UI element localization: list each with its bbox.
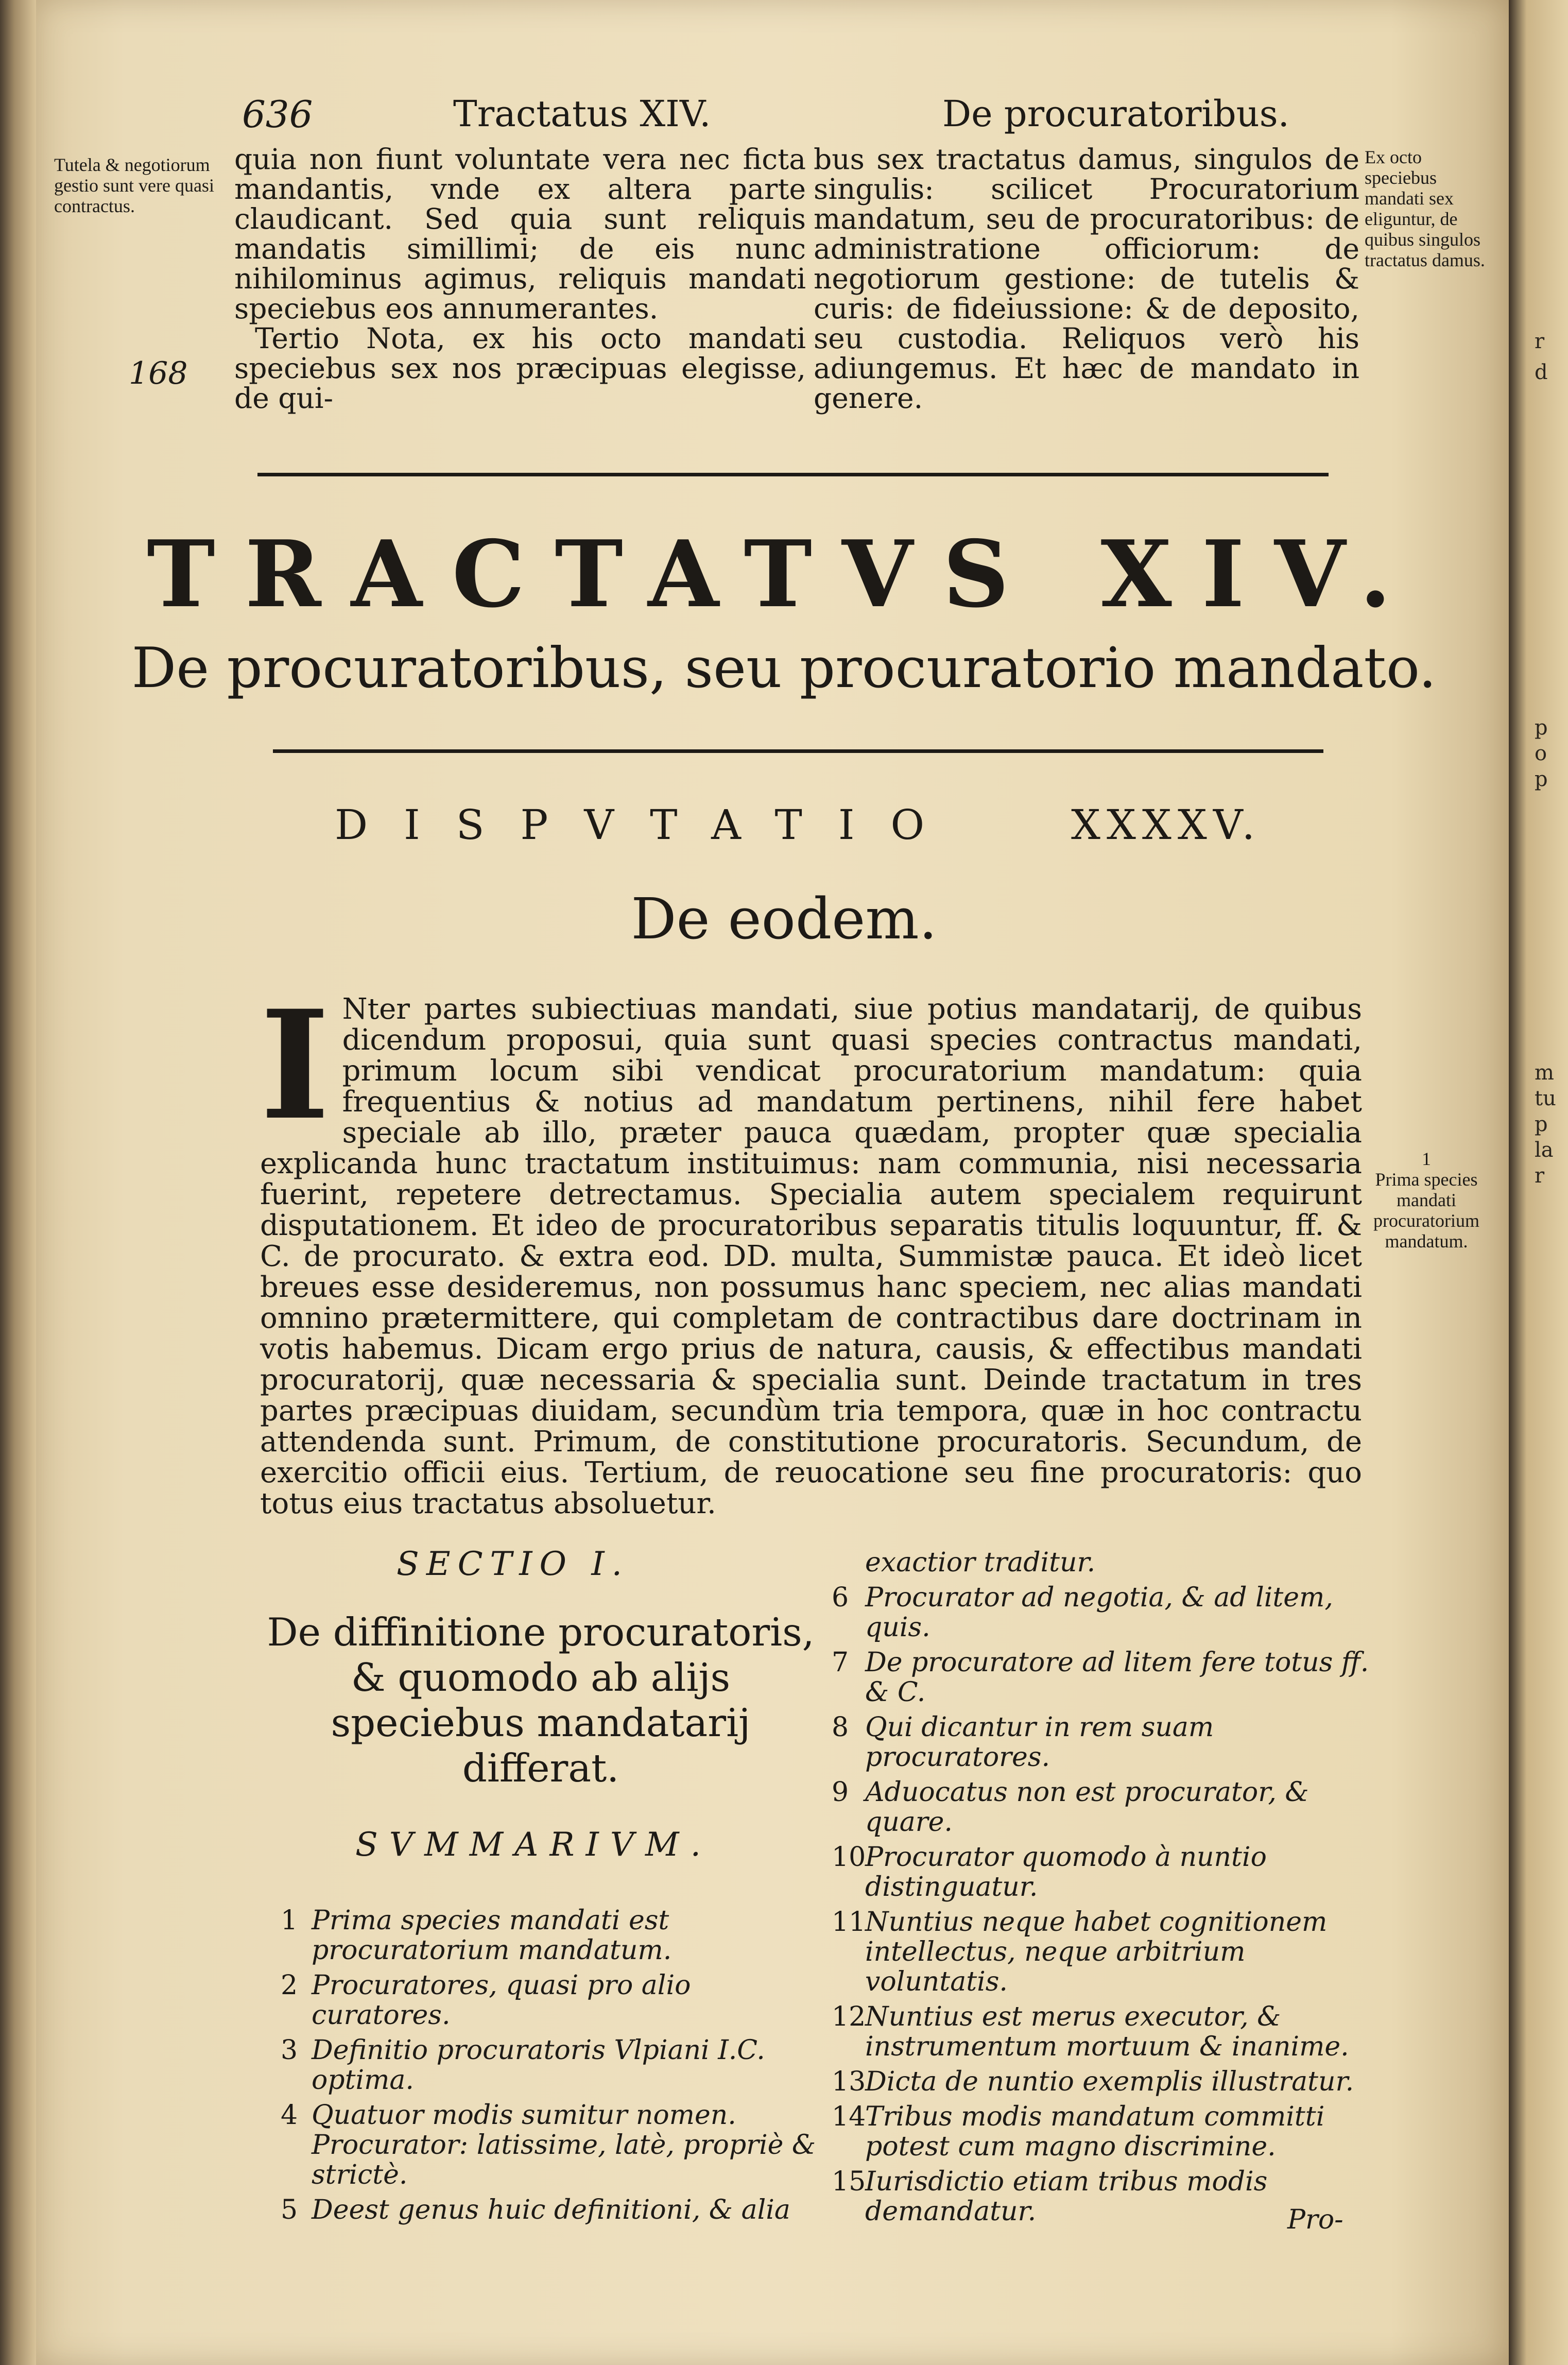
facing-page-fragment: r <box>1535 1164 1545 1188</box>
running-head-right: De procuratoribus. <box>942 93 1289 135</box>
list-item <box>832 2102 1372 2162</box>
item-text: Procurator quomodo à nuntio distinguatur. <box>865 1842 1267 1903</box>
list-item <box>281 2100 816 2190</box>
facing-page-fragment: p <box>1535 767 1548 791</box>
facing-page-fragment: la <box>1535 1138 1554 1162</box>
list-item <box>832 1907 1372 1997</box>
item-number: 13 <box>832 2066 866 2097</box>
item-number: 5 <box>281 2195 298 2225</box>
drop-cap: I <box>260 978 330 1153</box>
item-number: 3 <box>281 2035 298 2066</box>
list-item <box>832 1712 1372 1772</box>
main-paragraph <box>260 978 1362 1520</box>
item-number: 12 <box>832 2001 866 2032</box>
list-item <box>281 1970 816 2030</box>
disputatio-number: XXXXV. <box>1071 801 1262 849</box>
list-item <box>281 1906 816 1965</box>
sectio-title: De diffinitione procuratoris, & quomodo ab alijs speciebus mandatarij differat. <box>267 1609 815 1791</box>
item-text: De procuratore ad litem fere totus ff. & C. <box>865 1647 1369 1708</box>
page-number: 636 <box>242 93 313 136</box>
item-text: Definitio procuratoris Vlpiani I.C. optima. <box>312 2035 765 2096</box>
facing-page-fragment: r <box>1535 330 1545 353</box>
item-text: Qui dicantur in rem suam procuratores. <box>865 1712 1214 1773</box>
item-text: Procuratores, quasi pro alio curatores. <box>312 1970 691 2031</box>
divider-rule <box>273 749 1323 753</box>
list-item <box>832 1648 1372 1707</box>
list-item <box>832 2067 1372 2097</box>
facing-page-fragment: p <box>1535 716 1548 740</box>
facing-page-fragment: d <box>1535 361 1548 384</box>
item-number: 2 <box>281 1970 298 2001</box>
item-text: Nuntius neque habet cognitionem intellectus, neque arbitrium voluntatis. <box>865 1907 1328 1997</box>
item-number: 7 <box>832 1647 849 1678</box>
item-number: 6 <box>832 1582 849 1613</box>
facing-page-fragment: tu <box>1535 1087 1556 1110</box>
binding-gutter <box>0 0 36 2365</box>
item-text: Iurisdictio etiam tribus modis demandatur. <box>865 2166 1268 2227</box>
top-text-left-column <box>234 144 806 413</box>
summarium-label: SVMMARIVM. <box>355 1826 712 1864</box>
item-text: Aduocatus non est procurator, & quare. <box>865 1777 1309 1838</box>
facing-page-edge <box>1509 0 1568 2365</box>
item-text: Dicta de nuntio exemplis illustratur. <box>865 2066 1354 2097</box>
tractatus-title: TRACTATVS XIV. <box>147 520 1421 628</box>
item-number: 1 <box>281 1905 298 1936</box>
item-number: 11 <box>832 1907 866 1938</box>
item-text: Quatuor modis sumitur nomen. Procurator: latissime, latè, propriè & strictè. <box>312 2100 816 2190</box>
facing-page-fragment: m <box>1535 1061 1554 1085</box>
running-head-left: Tractatus XIV. <box>453 93 711 135</box>
margin-note-text: Prima species mandati procuratorium mandatum. <box>1373 1169 1479 1252</box>
list-item <box>832 1777 1372 1837</box>
list-item <box>281 2195 816 2225</box>
facing-page-fragment: p <box>1535 1112 1548 1136</box>
margin-note-right: Ex octo speciebus mandati sex eliguntur, de quibus singulos tractatus damus. <box>1365 147 1485 270</box>
list-item <box>832 1842 1372 1902</box>
facing-page-fragment: o <box>1535 742 1547 765</box>
list-item-continuation <box>832 1548 1372 1578</box>
paragraph: bus sex tractatus damus, singulos de singulis: scilicet Procuratorium mandatum, seu de procuratoribus: de administratione officiorum: de negotiorum gestione: de tutelis & curis: de fideiussione: & de deposito, seu custodia. Reliquos verò his adiungemus. Et hæc de mandato in genere. <box>814 143 1359 415</box>
margin-number-left: 168 <box>129 355 188 391</box>
disputatio-title: De eodem. <box>631 886 937 952</box>
disputatio-label: DISPVTATIO <box>335 801 961 849</box>
main-paragraph-text: Nter partes subiectiuas mandati, siue potius mandatarij, de quibus dicendum proposui, quia sunt quasi species contractus mandati, primum locum sibi vendicat procuratorium mandatum: quia frequentius & notius ad mandatum pertinens, nihil fere habet speciale ab illo, præter pauca quædam, propter quæ specialia explicanda hunc tractatum instituimus: nam communia, nisi necessaria fuerint, repetere detrectamus. Specialia autem specialem requirunt disputationem. Et ideo de procuratoribus separatis titulis loquuntur, ff. & C. de procurato. & extra eod. DD. multa, Summistæ pauca. Et ideò licet breues esse desideremus, non possumus hanc speciem, nec alias mandati omnino prætermittere, qui completam de contractibus dare doctrinam in votis habemus. Dicam ergo prius de natura, causis, & effectibus mandati procuratorij, quæ necessaria & specialia sunt. Deinde tractatum in tres partes præcipuas diuidam, secundùm tria tempora, quæ in hoc contractu attendenda sunt. Primum, de constitutione procuratoris. Secundum, de exercitio officii eius. Tertium, de reuocatione seu fine procuratoris: quo totus eius tractatus absoluetur. <box>260 992 1362 1520</box>
divider-rule <box>257 473 1329 476</box>
catchword: Pro- <box>1287 2204 1343 2235</box>
sectio-label: SECTIO I. <box>397 1545 629 1583</box>
list-item <box>281 2035 816 2095</box>
list-item <box>832 2002 1372 2062</box>
item-text: Procurator ad negotia, & ad litem, quis. <box>865 1582 1333 1643</box>
item-number: 10 <box>832 1842 866 1873</box>
item-number: 4 <box>281 2100 298 2131</box>
item-text: Prima species mandati est procuratorium mandatum. <box>312 1905 672 1966</box>
margin-note-number: 1 <box>1422 1149 1431 1169</box>
item-text: Tribus modis mandatum committi potest cum magno discrimine. <box>865 2101 1325 2162</box>
paragraph: quia non fiunt voluntate vera nec ficta mandantis, vnde ex altera parte claudicant. Sed quia sunt reliquis mandatis simillimi; de eis nunc nihilominus agimus, reliquis mandati speciebus eos annumerantes. <box>234 143 806 325</box>
item-number: 8 <box>832 1712 849 1743</box>
margin-note-right-mid <box>1365 1149 1488 1252</box>
list-item <box>832 1583 1372 1642</box>
summarium-left-list <box>281 1906 816 2230</box>
summarium-right-list <box>832 1548 1372 2232</box>
item-text: Deest genus huic definitioni, & alia <box>312 2195 790 2225</box>
top-text-right-column <box>814 144 1359 413</box>
paragraph: Tertio Nota, ex his octo mandati speciebus sex nos præcipuas elegisse, de qui- <box>234 322 806 415</box>
item-number: 14 <box>832 2101 866 2132</box>
margin-note-left: Tutela & negotiorum gestio sunt vere quasi contractus. <box>54 155 214 216</box>
item-number: 9 <box>832 1777 849 1808</box>
item-number: 15 <box>832 2166 866 2197</box>
item-text: exactior traditur. <box>865 1547 1096 1578</box>
item-text: Nuntius est merus executor, & instrumentum mortuum & inanime. <box>865 2001 1349 2062</box>
tractatus-subtitle: De procuratoribus, seu procuratorio mandato. <box>131 636 1437 700</box>
